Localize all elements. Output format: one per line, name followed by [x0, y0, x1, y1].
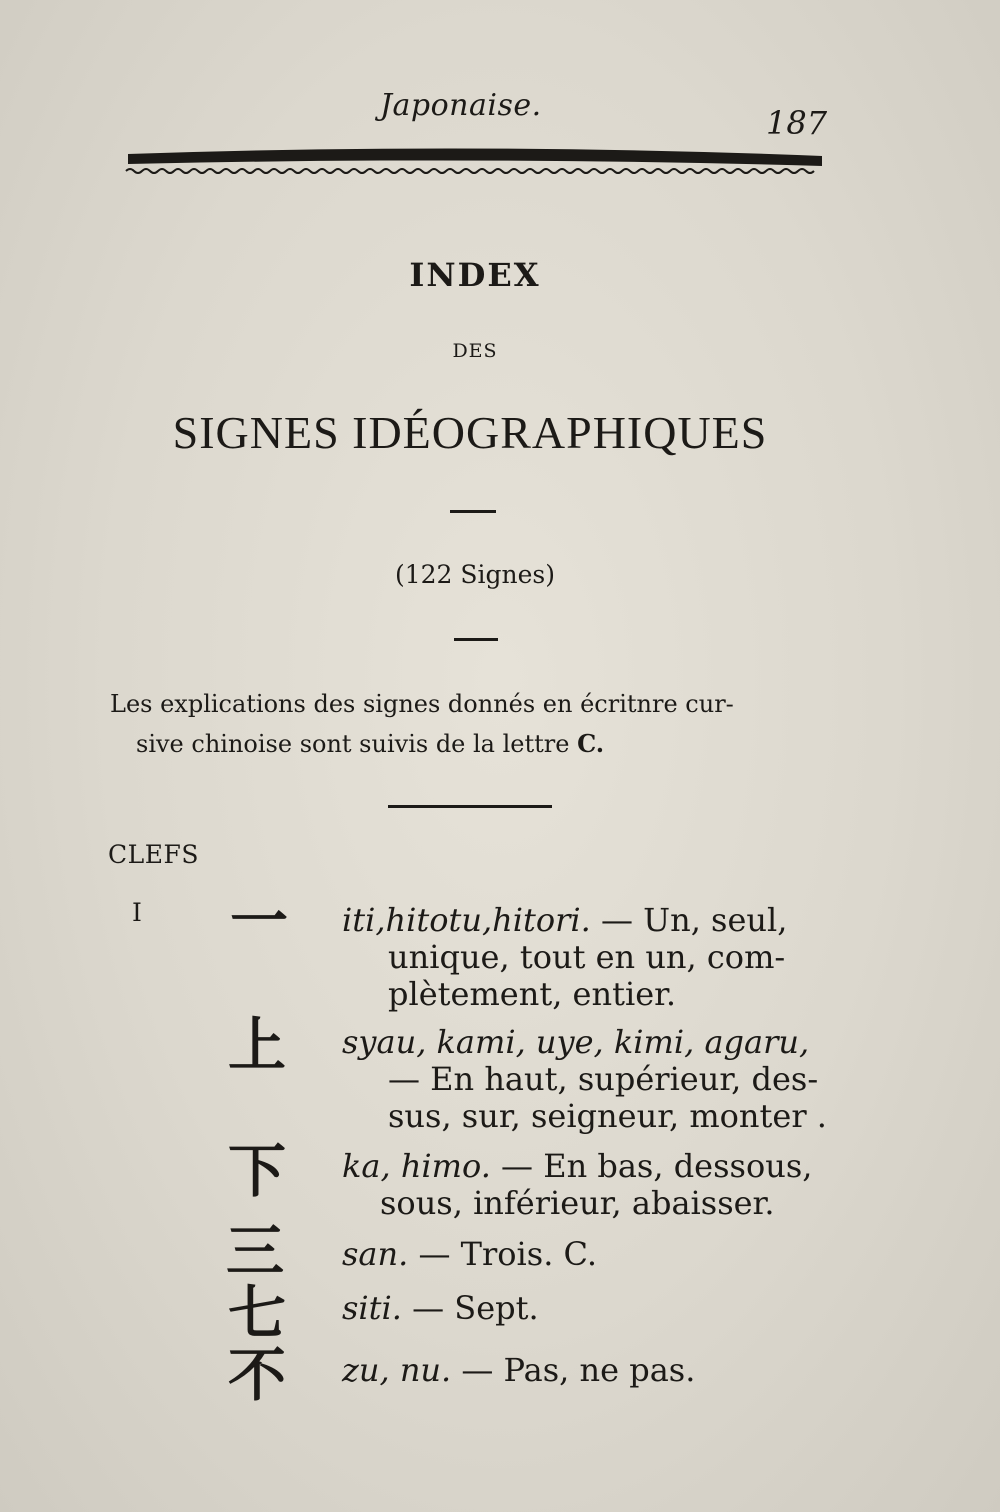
page-number: 187 — [766, 104, 828, 142]
note-line-2 — [110, 724, 840, 764]
running-head: Japonaise. — [380, 88, 542, 123]
entry-romanization: ka, himo. — [342, 1147, 491, 1185]
index-title: INDEX — [409, 256, 541, 294]
entry-5 — [342, 1290, 842, 1327]
kanji-glyph: 一 — [230, 887, 289, 955]
entry-romanization: siti. — [342, 1289, 402, 1327]
entry-6 — [342, 1352, 842, 1389]
entry-romanization: syau, kami, uye, kimi, agaru, — [342, 1023, 810, 1061]
des-word: DES — [452, 340, 498, 362]
entry-line: — Un, seul, — [600, 901, 788, 939]
entry-2 — [342, 1024, 842, 1135]
entry-line: plètement, entier. — [388, 975, 677, 1013]
entry-romanization: iti,hitotu,hitori. — [342, 901, 591, 939]
note-line-2-text: sive chinoise sont suivis de la lettre — [136, 730, 578, 758]
entry-line: — En bas, dessous, — [501, 1147, 813, 1185]
explanation-note — [110, 684, 840, 764]
entry-3 — [342, 1148, 842, 1222]
kanji-glyph: 三 — [226, 1217, 285, 1285]
entry-line: sus, sur, seigneur, monter . — [388, 1097, 827, 1135]
entry-1 — [342, 902, 842, 1013]
sign-count: (122 Signes) — [394, 560, 556, 589]
clef-number: I — [132, 898, 142, 927]
main-title: SIGNES IDÉOGRAPHIQUES — [172, 407, 768, 458]
entry-line: unique, tout en un, com- — [388, 938, 786, 976]
section-label: CLEFS — [108, 840, 199, 869]
header-rule — [124, 144, 826, 178]
section-rule — [388, 805, 552, 808]
short-dash-2 — [454, 638, 498, 641]
note-line-1: Les explications des signes donnés en écritnre cur- — [110, 690, 734, 718]
entry-4 — [342, 1236, 842, 1273]
entry-line: — Trois. C. — [418, 1235, 598, 1273]
kanji-glyph: 七 — [228, 1279, 287, 1347]
kanji-glyph: 不 — [228, 1341, 287, 1409]
kanji-glyph: 下 — [228, 1137, 287, 1205]
entry-romanization: san. — [342, 1235, 409, 1273]
entry-line: — Pas, ne pas. — [461, 1351, 696, 1389]
entry-line: — En haut, supérieur, des- — [388, 1060, 819, 1098]
note-c-letter: C. — [577, 729, 605, 758]
entry-line: sous, inférieur, abaisser. — [380, 1184, 775, 1222]
kanji-glyph: 上 — [228, 1011, 287, 1079]
entry-romanization: zu, nu. — [342, 1351, 452, 1389]
entry-line: — Sept. — [412, 1289, 539, 1327]
short-dash-1 — [450, 510, 496, 513]
